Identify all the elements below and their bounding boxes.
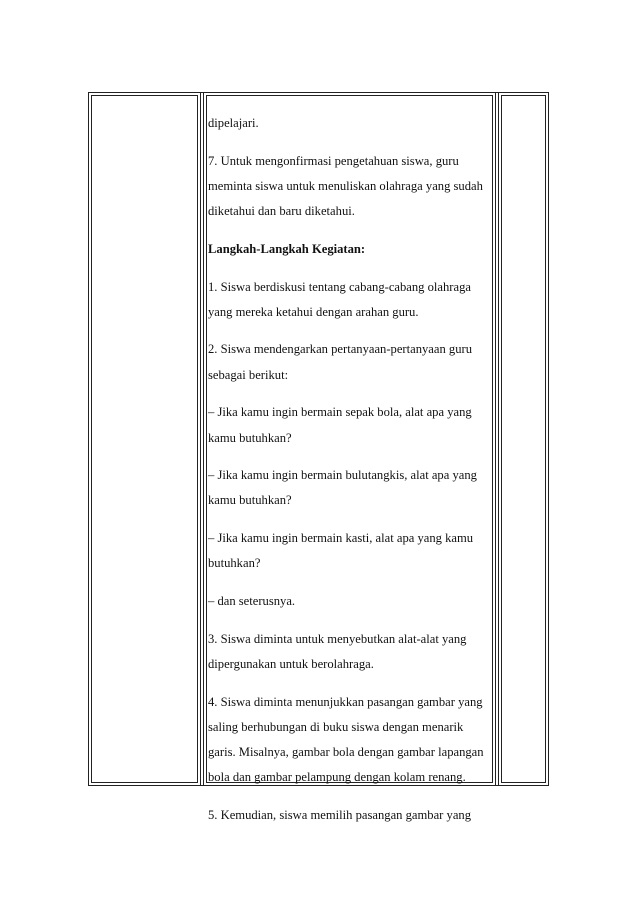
table-cell-content <box>203 93 496 822</box>
text-line: sebagai berikut: <box>208 367 289 382</box>
paragraph <box>208 149 493 225</box>
text-line: – Jika kamu ingin bermain kasti, alat apa yang kamu <box>208 531 474 546</box>
paragraph-gap <box>208 451 493 464</box>
text-line: 1. Siswa berdiskusi tentang cabang-cabang olahraga <box>208 279 471 294</box>
table-cell-left-border <box>91 95 198 783</box>
text-line: butuhkan? <box>208 556 261 571</box>
text-line: kamu butuhkan? <box>208 430 292 445</box>
text-line: meminta siswa untuk menuliskan olahraga yang sudah <box>208 178 483 193</box>
text-line: dipelajari. <box>208 116 259 130</box>
paragraph-gap <box>208 325 493 338</box>
paragraph-gap <box>208 224 493 237</box>
paragraph-gap <box>208 514 493 527</box>
paragraph <box>208 627 493 677</box>
text-line: 3. Siswa diminta untuk menyebutkan alat-alat yang <box>208 631 467 646</box>
lesson-text <box>208 111 493 828</box>
paragraph-gap <box>208 790 493 803</box>
text-line: garis. Misalnya, gambar bola dengan gambar lapangan <box>208 745 484 760</box>
text-line: – Jika kamu ingin bermain sepak bola, alat apa yang <box>208 405 472 420</box>
section-heading <box>208 237 493 262</box>
paragraph <box>208 337 493 387</box>
table-cell-left <box>89 93 201 785</box>
paragraph <box>208 803 493 828</box>
paragraph-gap <box>208 136 493 149</box>
paragraph-gap <box>208 677 493 690</box>
text-line: bola dan gambar pelampung dengan kolam renang. <box>208 770 466 785</box>
text-line: 4. Siswa diminta menunjukkan pasangan gambar yang <box>208 694 483 709</box>
text-line: 2. Siswa mendengarkan pertanyaan-pertanyaan guru <box>208 342 473 357</box>
table-cell-right-border <box>501 95 546 783</box>
paragraph-gap <box>208 388 493 401</box>
text-line: saling berhubungan di buku siswa dengan menarik <box>208 719 464 734</box>
paragraph <box>208 589 493 614</box>
text-line: – dan seterusnya. <box>208 594 296 609</box>
paragraph-gap <box>208 614 493 627</box>
text-line: 7. Untuk mengonfirmasi pengetahuan siswa, guru <box>208 153 459 168</box>
paragraph <box>208 275 493 325</box>
text-line: dipergunakan untuk berolahraga. <box>208 656 374 671</box>
paragraph <box>208 526 493 576</box>
paragraph <box>208 111 493 136</box>
paragraph <box>208 690 493 791</box>
text-line: – Jika kamu ingin bermain bulutangkis, alat apa yang <box>208 468 477 483</box>
paragraph-gap <box>208 577 493 590</box>
paragraph <box>208 400 493 450</box>
text-line: diketahui dan baru diketahui. <box>208 204 355 219</box>
text-line: Langkah-Langkah Kegiatan: <box>208 241 366 256</box>
lesson-table <box>88 92 549 822</box>
text-line: yang mereka ketahui dengan arahan guru. <box>208 304 419 319</box>
text-line: kamu butuhkan? <box>208 493 292 508</box>
table-cell-right <box>498 93 548 785</box>
text-line: 5. Kemudian, siswa memilih pasangan gambar yang <box>208 807 472 822</box>
paragraph-gap <box>208 262 493 275</box>
paragraph <box>208 463 493 513</box>
